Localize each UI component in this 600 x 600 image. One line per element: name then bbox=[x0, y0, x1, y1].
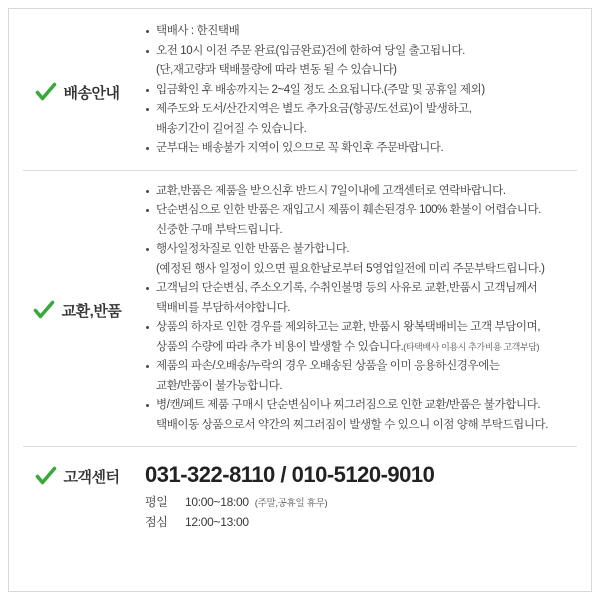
hours-label: 점심 bbox=[145, 515, 168, 529]
list-item: 병/캔/페트 제품 구매시 단순변심이나 찌그러짐으로 인한 교환/반품은 불가합니다. bbox=[145, 397, 577, 415]
hours-value: 12:00~13:00 bbox=[185, 515, 249, 529]
section-delivery bbox=[9, 9, 591, 170]
customer-center-phone: 031-322-8110 / 010-5120-9010 bbox=[145, 462, 435, 487]
section-delivery-content bbox=[145, 23, 591, 160]
section-exchange-label bbox=[9, 297, 145, 321]
check-icon bbox=[35, 465, 57, 487]
hours-note: (주말,공휴일 휴무) bbox=[254, 498, 328, 509]
list-item: 오전 10시 이전 주문 완료(입금완료)건에 한하여 당일 출고됩니다. bbox=[145, 43, 577, 61]
customer-center-hours-weekday bbox=[145, 493, 577, 513]
section-customer-center-label-text: 고객센터 bbox=[63, 468, 120, 486]
section-delivery-label bbox=[9, 79, 145, 103]
list-item-note: (타택배사 이용시 추가비용 고객부담) bbox=[403, 341, 540, 352]
section-customer-center-label bbox=[9, 461, 145, 487]
exchange-line-list bbox=[145, 183, 577, 435]
list-item: 고객님의 단순변심, 주소오기록, 수취인불명 등의 사유로 교환,반품시 고객님께서 bbox=[145, 280, 577, 298]
section-exchange bbox=[9, 171, 591, 447]
list-item: (단,재고량과 택배물량에 따라 변동 될 수 있습니다) bbox=[156, 64, 397, 76]
list-item: 입금확인 후 배송까지는 2~4일 정도 소요됩니다.(주말 및 공휴일 제외) bbox=[145, 82, 577, 100]
list-item: 교환,반품은 제품을 받으신후 반드시 7일이내에 고객센터로 연락바랍니다. bbox=[145, 183, 577, 201]
content-frame bbox=[8, 8, 592, 592]
list-item: 신중한 구매 부탁드립니다. bbox=[156, 223, 283, 236]
delivery-line-list bbox=[145, 23, 577, 158]
list-item: 택배비를 부담하셔야합니다. bbox=[156, 301, 291, 314]
list-item: 택배사 : 한진택배 bbox=[145, 23, 577, 41]
hours-label: 평일 bbox=[145, 495, 168, 509]
list-item: 군부대는 배송불가 지역이 있으므로 꼭 확인후 주문바랍니다. bbox=[145, 140, 577, 158]
list-item: 제주도와 도서/산간지역은 별도 추가요금(항공/도선료)이 발생하고, bbox=[145, 101, 577, 119]
check-icon bbox=[33, 299, 55, 321]
list-item-text: 상품의 수량에 따라 추가 비용이 발생할 수 있습니다. bbox=[156, 340, 404, 353]
list-item: 상품의 하자로 인한 경우를 제외하고는 교환, 반품시 왕복택배비는 고객 부담이며, bbox=[145, 319, 577, 337]
list-item: 교환/반품이 불가능합니다. bbox=[156, 379, 283, 392]
list-item: (예정된 행사 일정이 있으면 필요한날로부터 5영업일전에 미리 주문부탁드립니다.) bbox=[156, 262, 545, 275]
section-exchange-label-text: 교환,반품 bbox=[61, 302, 122, 320]
list-item: 단순변심으로 인한 반품은 재입고시 제품이 훼손된경우 100% 환불이 어렵습니다. bbox=[145, 202, 577, 220]
list-item: 택배이동 상품으로서 약간의 찌그러짐이 발생할 수 있으니 이점 양해 부탁드립니다. bbox=[156, 418, 549, 431]
section-customer-center-content bbox=[145, 461, 591, 532]
list-item: 행사일정차질로 인한 반품은 불가합니다. bbox=[145, 241, 577, 259]
section-delivery-label-text: 배송안내 bbox=[63, 84, 120, 102]
list-item: 배송기간이 길어질 수 있습니다. bbox=[156, 122, 307, 135]
section-customer-center bbox=[9, 447, 591, 544]
list-item: 제품의 파손/오배송/누락의 경우 오배송된 상품을 이미 응용하신경우에는 bbox=[145, 358, 577, 376]
hours-value: 10:00~18:00 bbox=[185, 495, 249, 509]
section-exchange-content bbox=[145, 183, 591, 437]
check-icon bbox=[35, 81, 57, 103]
customer-center-hours-lunch bbox=[145, 513, 577, 532]
list-item bbox=[145, 339, 577, 357]
